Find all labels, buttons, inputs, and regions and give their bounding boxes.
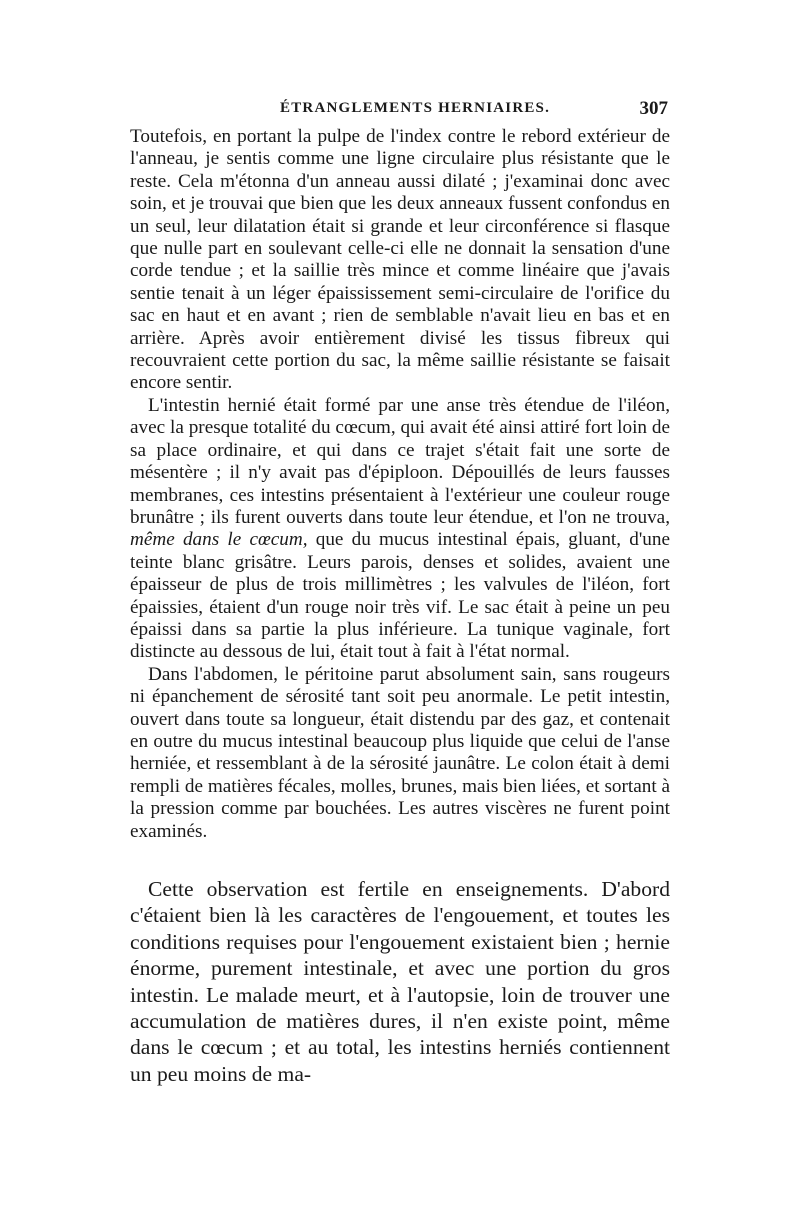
intestine-text-start: L'intestin hernié était formé par une anse très étendue de l'iléon, avec la presque totalité du cœcum, qui avait été ainsi attiré fort loin de sa place ordinaire, et qui dans ce trajet s'était fait une sorte de mésentère ; il n'y avait pas d'épiploon. Dépouillés de leurs fausses membranes, ces intestins présentaient à l'extérieur une couleur rouge brunâtre ; ils furent ouverts dans toute leur étendue, et l'on ne trouva, xyxy=(130,394,670,528)
paragraph-intestine xyxy=(130,395,670,664)
italic-phrase: même dans le cœcum, xyxy=(130,529,308,551)
page-number: 307 xyxy=(639,98,668,119)
running-head xyxy=(130,100,670,124)
paragraph-commentary: Cette observation est fertile en enseignements. D'abord c'étaient bien là les caractères de l'engouement, et toutes les conditions requises pour l'engouement existaient bien ; hernie énorme, purement intestinale, et avec une portion du gros intestin. Le malade meurt, et à l'autopsie, loin de trouver une accumulation de matières dures, il n'en existe point, même dans le cœcum ; et au total, les intestins herniés contiennent un peu moins de ma- xyxy=(130,877,670,1086)
case-report xyxy=(130,126,670,843)
intestine-text-end: que du mucus intestinal épais, gluant, d'une teinte blanc grisâtre. Leurs parois, denses et solides, avaient une épaisseur de plus de trois millimètres ; les valvules de l'iléon, fort épaissies, étaient d'un rouge noir très vif. Le sac était à peine un peu épaissi dans sa partie la plus inférieure. La tunique vaginale, fort distincte au dessous de lui, était tout à fait à l'état normal. xyxy=(130,529,671,663)
commentary xyxy=(130,876,670,1087)
paragraph-examination: Toutefois, en portant la pulpe de l'index contre le rebord extérieur de l'anneau, je sentis comme une ligne circulaire plus résistante que le reste. Cela m'étonna d'un anneau aussi dilaté ; j'examinai donc avec soin, et je trouvai que bien que les deux anneaux fussent confondus en un seul, leur dilatation était si grande et leur circonférence si flasque que nulle part en soulevant celle-ci elle ne donnait la sensation d'une corde tendue ; et la saillie très mince et comme linéaire que j'avais sentie tenait à un léger épaississement semi-circulaire de l'orifice du sac en haut et en avant ; rien de semblable n'avait lieu en bas et en arrière. Après avoir entièrement divisé les tissus fibreux qui recouvraient cette portion du sac, la même saillie résistante se faisait encore sentir. xyxy=(130,126,670,394)
running-title: ÉTRANGLEMENTS HERNIAIRES. xyxy=(280,100,551,116)
paragraph-abdomen: Dans l'abdomen, le péritoine parut absolument sain, sans rougeurs ni épanchement de sérosité tant soit peu anormale. Le petit intestin, ouvert dans toute sa longueur, était distendu par des gaz, et contenait en outre du mucus intestinal beaucoup plus liquide que celui de l'anse herniée, et ressemblant à de la sérosité jaunâtre. Le colon était à demi rempli de matières fécales, molles, brunes, mais bien liées, et sortant à la pression comme par bouchées. Les autres viscères ne furent point examinés. xyxy=(130,663,670,842)
